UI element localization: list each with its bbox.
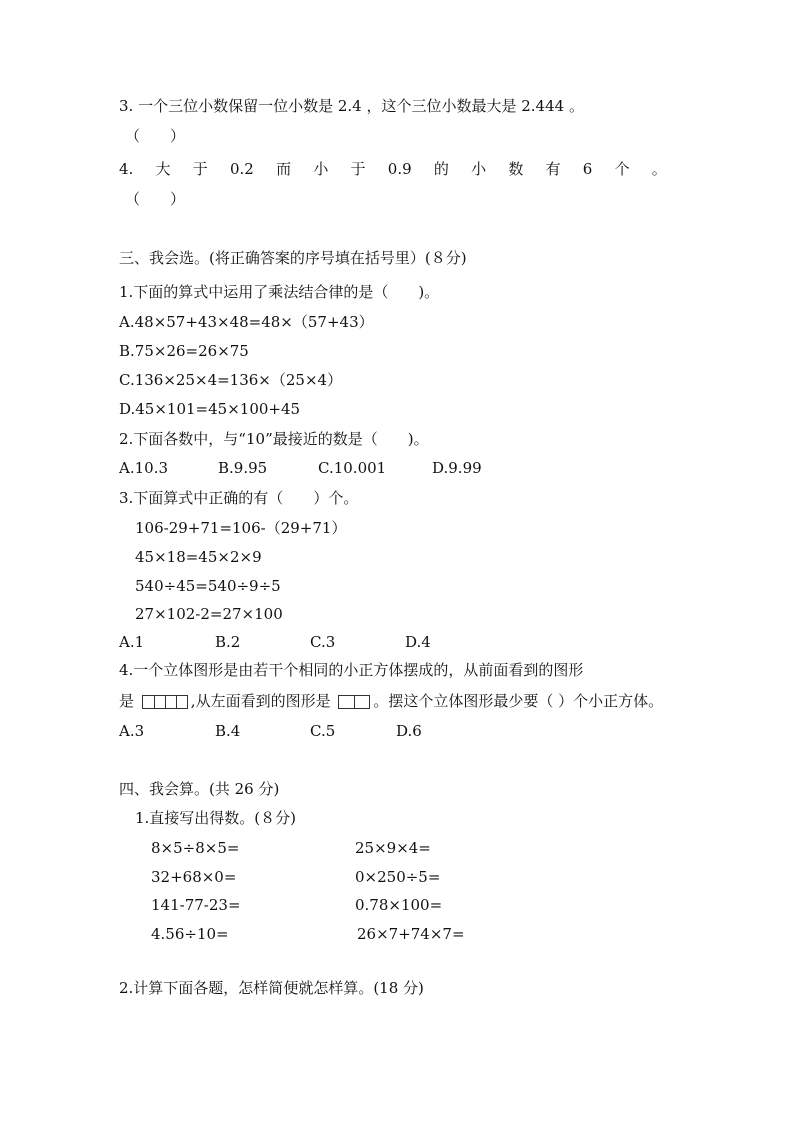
- choice-q3-option-b: B.2: [215, 633, 241, 651]
- choice-q1-option-a: A.48×57+43×48=48×（57+43）: [119, 313, 374, 331]
- choice-q3-stem: 3.下面算式中正确的有（ ）个。: [119, 489, 359, 507]
- mental-calc-item: 8×5÷8×5=: [151, 839, 240, 857]
- stem-text: ,从左面看到的图形是: [190, 692, 331, 710]
- q4-word: 小: [313, 160, 329, 178]
- mental-calc-item: 0×250÷5=: [355, 868, 441, 886]
- choice-q4-stem-line2: [119, 691, 663, 711]
- choice-q4-option-b: B.4: [215, 722, 241, 740]
- choice-q4-stem-line1: 4.一个立体图形是由若干个相同的小正方体摆成的，从前面看到的图形: [119, 661, 584, 679]
- calc-part1-title: 1.直接写出得数。(８分): [135, 809, 297, 827]
- q4-word: 个: [614, 160, 630, 178]
- q4-word: 6: [582, 160, 593, 178]
- q4-word: 有: [545, 160, 561, 178]
- choice-q2-stem: 2.下面各数中，与“10”最接近的数是（ )。: [119, 430, 429, 448]
- left-view-figure: [338, 695, 370, 709]
- section3-heading: 三、我会选。(将正确答案的序号填在括号里）(８分): [119, 249, 467, 267]
- answer-paren-q3[interactable]: （ ）: [125, 127, 186, 145]
- true-false-q4: [119, 159, 667, 179]
- q4-word: 小: [471, 160, 487, 178]
- mental-calc-item: 26×7+74×7=: [357, 925, 465, 943]
- choice-q4-option-a: A.3: [119, 722, 145, 740]
- q4-word: 于: [350, 160, 366, 178]
- stem-text: 。摆这个立体图形最少要（ ）个小正方体。: [373, 692, 664, 710]
- answer-paren-q4[interactable]: （ ）: [125, 190, 186, 208]
- stem-text: 是: [119, 692, 135, 710]
- choice-q2-option-c: C.10.001: [318, 459, 387, 477]
- choice-q3-option-c: C.3: [310, 633, 336, 651]
- choice-q2-option-a: A.10.3: [119, 459, 168, 477]
- choice-q1-stem: 1.下面的算式中运用了乘法结合律的是（ )。: [119, 283, 440, 301]
- choice-q3-option-d: D.4: [405, 633, 431, 651]
- choice-q4-option-c: C.5: [310, 722, 336, 740]
- choice-q3-formula-2: 45×18=45×2×9: [135, 548, 262, 566]
- choice-q3-option-a: A.1: [119, 633, 145, 651]
- q4-word: 而: [276, 160, 292, 178]
- choice-q1-option-b: B.75×26=26×75: [119, 342, 249, 360]
- q4-word: 的: [433, 160, 449, 178]
- choice-q2-option-b: B.9.95: [218, 459, 268, 477]
- q4-word: 4.: [119, 160, 134, 178]
- q4-word: 于: [192, 160, 208, 178]
- choice-q3-formula-1: 106-29+71=106-（29+71）: [135, 519, 347, 537]
- choice-q2-option-d: D.9.99: [432, 459, 482, 477]
- mental-calc-item: 141-77-23=: [151, 896, 241, 914]
- mental-calc-item: 0.78×100=: [355, 896, 443, 914]
- section4-heading: 四、我会算。(共 26 分): [119, 780, 280, 798]
- front-view-figure: [142, 695, 188, 709]
- q4-word: 数: [508, 160, 524, 178]
- choice-q1-option-c: C.136×25×4=136×（25×4）: [119, 371, 343, 389]
- q4-word: 0.9: [387, 160, 412, 178]
- mental-calc-item: 4.56÷10=: [151, 925, 229, 943]
- choice-q1-option-d: D.45×101=45×100+45: [119, 400, 301, 418]
- choice-q4-option-d: D.6: [396, 722, 422, 740]
- choice-q3-formula-4: 27×102-2=27×100: [135, 605, 283, 623]
- q4-word: 。: [651, 160, 667, 178]
- q4-word: 0.2: [230, 160, 254, 178]
- q4-word: 大: [155, 160, 171, 178]
- choice-q3-formula-3: 540÷45=540÷9÷5: [135, 577, 281, 595]
- mental-calc-item: 32+68×0=: [151, 868, 237, 886]
- calc-part2-title: 2.计算下面各题，怎样简便就怎样算。(18 分): [119, 979, 424, 997]
- mental-calc-item: 25×9×4=: [355, 839, 431, 857]
- true-false-q3: 3. 一个三位小数保留一位小数是 2.4 ，这个三位小数最大是 2.444 。: [119, 97, 584, 115]
